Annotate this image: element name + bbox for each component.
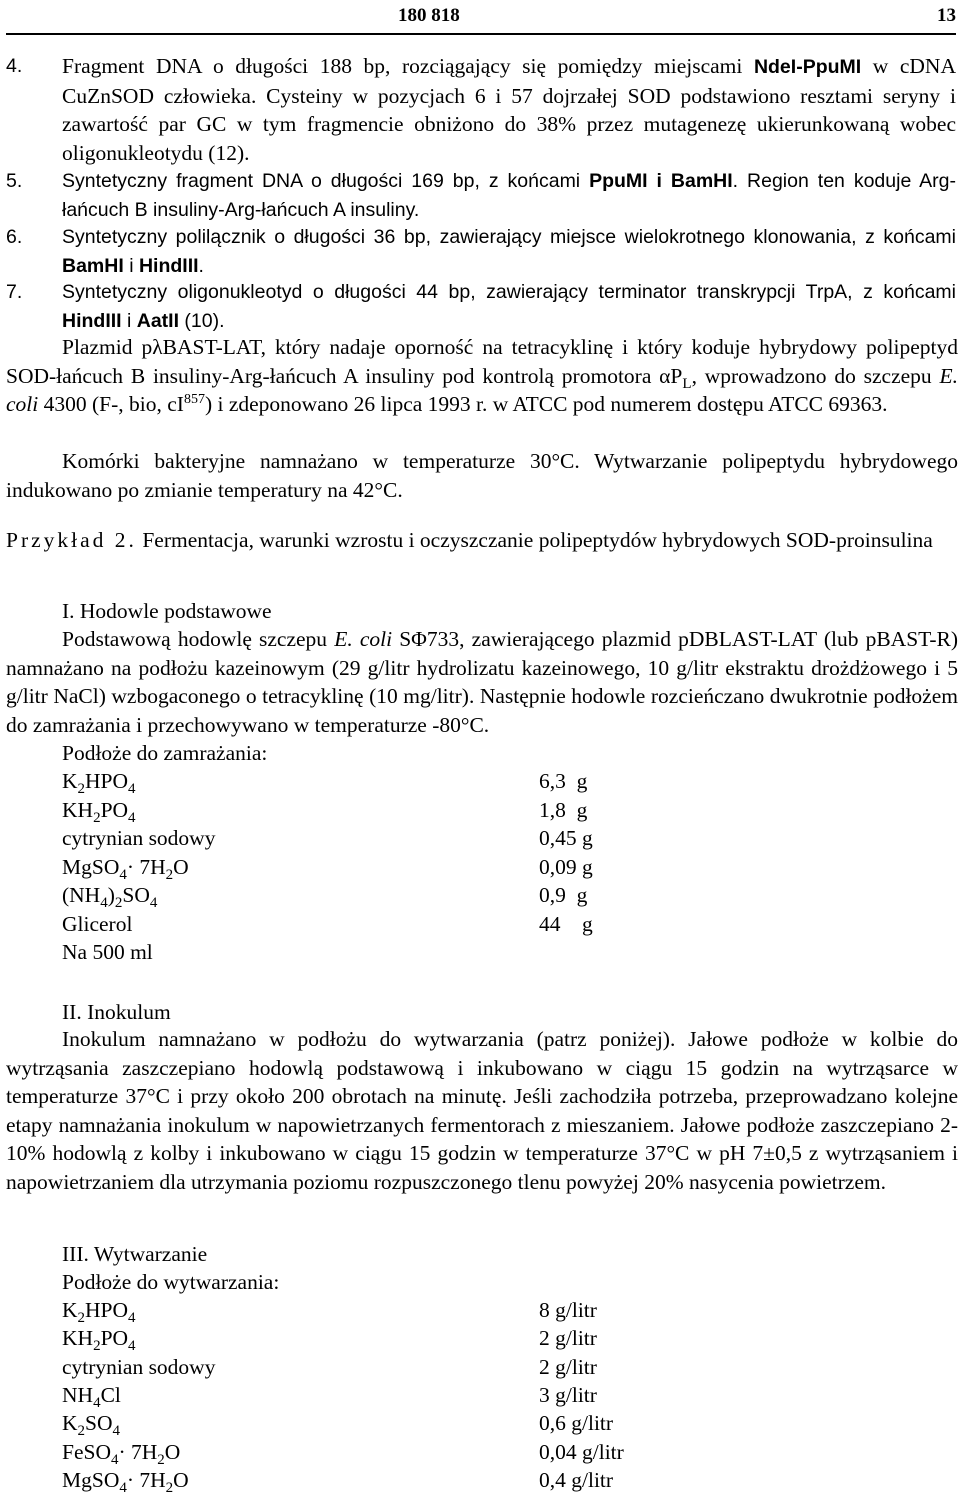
item-number: 7. xyxy=(6,281,23,303)
section-1-heading: I. Hodowle podstawowe xyxy=(62,599,272,623)
plasmid-paragraph: Plazmid pλBAST-LAT, który nadaje oporność na tetracyklinę i który koduje hybrydowy polipeptyd SOD-łańcuch B insuliny-Arg-łańcuch A insuliny pod kontrolą promotora $\alpha P_L$, wprowadzono do szczepu E. coli 4300 (F-, bio, $cI^{857}$) i zdeponowano 26 lipca 1993 r. w ATCC pod numerem dostępu ATCC 69363. xyxy=(6,335,958,416)
document-number: 180 818 xyxy=(398,5,460,26)
component-name: FeSO$_4$· $7H_2O$ xyxy=(62,1439,181,1468)
component-name: cytrynian sodowy xyxy=(62,826,216,850)
item-text: Syntetyczny oligonukleotyd o długości 44 bp, zawierający terminator transkrypcji TrpA, z końcami HindIII i AatII (10). xyxy=(62,281,956,332)
component-name: MgSO$_4$· $7H_2O$ xyxy=(62,1467,189,1496)
component-quantity: 2 g/litr xyxy=(539,1326,597,1351)
item-number: 5. xyxy=(6,170,23,192)
item-text: Syntetyczny fragment DNA o długości 169 bp, z końcami PpuMI i BamHI. Region ten koduje Arg-łańcuch B insuliny-Arg-łańcuch A insuliny. xyxy=(62,170,957,221)
component-quantity: 8 g/litr xyxy=(539,1298,597,1322)
section-1-paragraph: Podstawową hodowlę szczepu E. coli SΦ733, zawierającego plazmid pDBLAST-LAT (lub pBAST-R) namnażano na podłożu kazeinowym (29 g/litr hydrolizatu kazeinowego, 10 g/litr ekstraktu drożdżowego i 5 g/litr NaCl) wzbogaconego o tetracyklinę (10 mg/litr). Następnie hodowle rozcieńczano dwukrotnie podłożem do zamrażania i przechowywano w temperaturze -80°C. xyxy=(6,627,958,737)
component-name: $K_2HPO_4$ xyxy=(62,769,136,797)
component-name: Glicerol xyxy=(62,911,133,936)
component-quantity: 3 g/litr xyxy=(539,1382,597,1407)
component-quantity: 44 g xyxy=(539,911,593,936)
component-name: $K_2HPO_4$ xyxy=(62,1298,136,1326)
item-text: Syntetyczny polilącznik o długości 36 bp, zawierający miejsce wielokrotnego klonowania, z końcami BamHI i HindIII. xyxy=(62,226,956,277)
section-2-paragraph: Inokulum namnażano w podłożu do wytwarzania (patrz poniżej). Jałowe podłoże w kolbie do wytrząsania zaszczepiano hodowlą podstawową i inkubowano w ciągu 15 godzin na wytrząsarce w temperaturze 37°C i przy około 200 obrotach na minutę. Jeśli zachodziła potrzeba, przeprowadzano kolejne etapy namnażania inokulum w napowietrzanych fermentorach z mieszaniem. Jałowe podłoże zaszczepiano 2-10% hodowlą z kolby i inkubowano w ciągu 15 godzin w temperaturze 37°C w pH 7±0,5 z wytrząsaniem i napowietrzaniem dla utrzymania poziomu rozpuszczonego tlenu powyżej 20% nasycenia powietrzem. xyxy=(6,1027,958,1194)
component-quantity: 6,3 g xyxy=(539,769,588,793)
component-quantity: 0,9 g xyxy=(539,883,588,907)
component-name: $NH_4Cl$ xyxy=(62,1382,121,1411)
production-medium-title: Podłoże do wytwarzania: xyxy=(62,1270,280,1294)
component-name: $KH_2PO_4$ xyxy=(62,1326,136,1355)
list-item-7 xyxy=(6,278,956,335)
section-3-heading: III. Wytwarzanie xyxy=(62,1242,208,1266)
cells-paragraph: Komórki bakteryjne namnażano w temperaturze 30°C. Wytwarzanie polipeptydu hybrydowego indukowano po zmianie temperatury na 42°C. xyxy=(6,449,958,502)
component-quantity: 2 g/litr xyxy=(539,1354,597,1379)
page-number: 13 xyxy=(937,5,956,26)
freezing-medium-title: Podłoże do zamrażania: xyxy=(62,741,268,765)
item-text: Fragment DNA o długości 188 bp, rozciągający się pomiędzy miejscami NdeI-PpuMI w cDNA CuZnSOD człowieka. Cysteiny w pozycjach 6 i 57 dojrzałej SOD podstawiono resztami seryny i zawartość par GC w tym fragmencie obniżono do 38% przez mutagenezę ukierunkowaną wobec oligonukleotydu (12). xyxy=(62,54,956,165)
list-item-5 xyxy=(6,167,956,224)
component-quantity: 0,09 g xyxy=(539,854,593,879)
component-name: cytrynian sodowy xyxy=(62,1354,216,1379)
component-quantity: 0,04 g/litr xyxy=(539,1439,624,1464)
component-name: $KH_2PO_4$ xyxy=(62,797,136,826)
component-name: Na 500 ml xyxy=(62,940,153,964)
example-heading: Przykład 2. Fermentacja, warunki wzrostu i oczyszczanie polipeptydów hybrydowych SOD-proinsulina xyxy=(6,528,933,552)
component-quantity: 0,4 g/litr xyxy=(539,1467,614,1492)
section-2-heading: II. Inokulum xyxy=(62,1000,171,1024)
component-name: MgSO$_4$· $7H_2O$ xyxy=(62,854,189,883)
component-quantity: 0,45 g xyxy=(539,826,593,850)
item-number: 6. xyxy=(6,226,23,248)
component-name: $K_2SO_4$ xyxy=(62,1411,121,1440)
component-quantity: 0,6 g/litr xyxy=(539,1411,614,1436)
component-quantity: 1,8 g xyxy=(539,797,588,822)
header-rule xyxy=(6,33,956,35)
item-number: 4. xyxy=(6,55,23,77)
list-item-6 xyxy=(6,223,956,280)
list-item-4 xyxy=(6,52,956,167)
component-name: $(NH_4)_2SO_4$ xyxy=(62,883,158,911)
